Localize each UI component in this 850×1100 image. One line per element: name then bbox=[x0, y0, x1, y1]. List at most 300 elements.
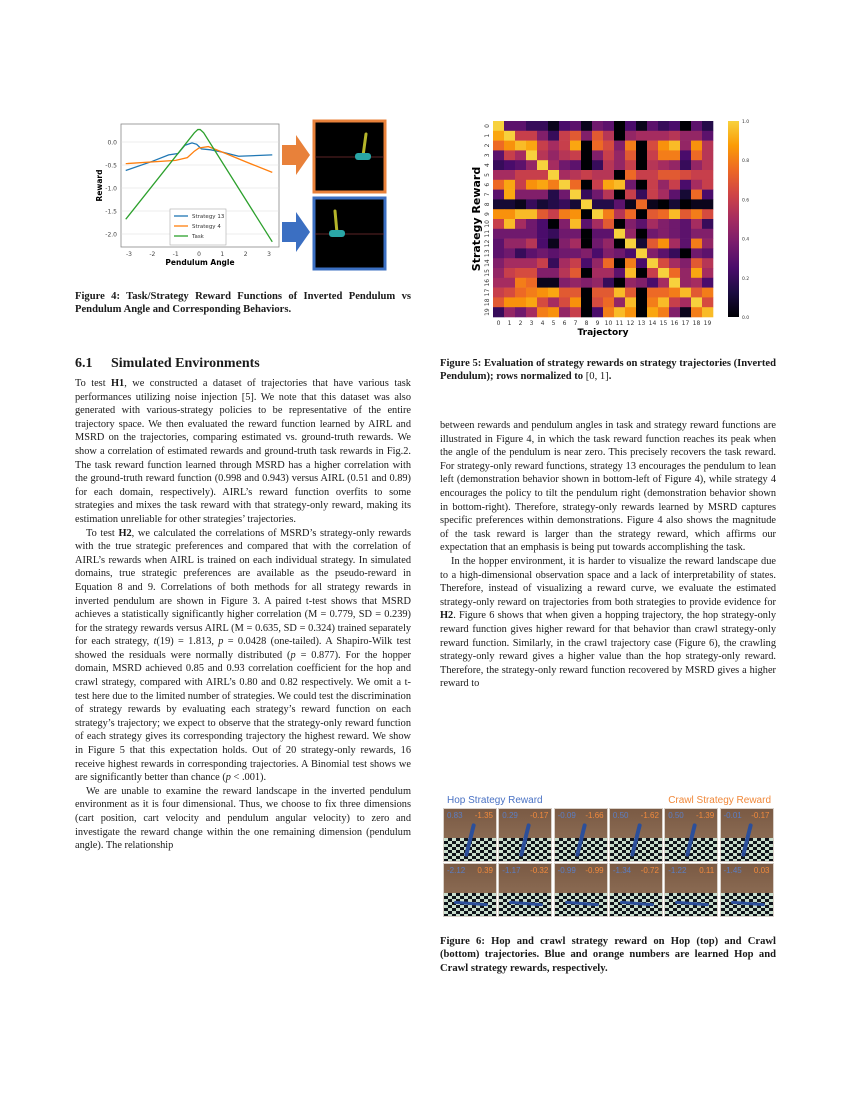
heatmap-cell bbox=[548, 209, 559, 219]
y-axis-label: Reward bbox=[95, 169, 104, 202]
heatmap-cell bbox=[691, 268, 702, 278]
heatmap-cell bbox=[515, 258, 526, 268]
heatmap-cell bbox=[647, 288, 658, 298]
heatmap-cell bbox=[504, 219, 515, 229]
heatmap-cell bbox=[603, 278, 614, 288]
x-tick-label: 14 bbox=[648, 320, 657, 327]
heatmap-cell bbox=[537, 150, 548, 160]
heatmap-cell bbox=[680, 209, 691, 219]
heatmap-cell bbox=[603, 160, 614, 170]
heatmap-cell bbox=[669, 180, 680, 190]
heatmap-cell bbox=[702, 190, 713, 200]
figure-4-caption: Figure 4: Task/Strategy Reward Functions of Inverted Pendulum vs Pendulum Angle and Corresponding Behaviors. bbox=[75, 291, 411, 316]
heatmap-cell bbox=[570, 131, 581, 141]
paragraph bbox=[75, 527, 411, 785]
heatmap-cell bbox=[537, 307, 548, 317]
hop-reward-value: 0.29 bbox=[502, 811, 518, 820]
heatmap-cell bbox=[614, 199, 625, 209]
legend-entry: Strategy 13 bbox=[192, 214, 225, 220]
heatmap-cell bbox=[691, 190, 702, 200]
heatmap-cell bbox=[592, 170, 603, 180]
heatmap-cell bbox=[493, 288, 504, 298]
paragraph bbox=[75, 785, 411, 853]
heatmap-cell bbox=[581, 258, 592, 268]
crawl-trajectory-frame bbox=[609, 863, 663, 917]
heatmap-cell bbox=[614, 141, 625, 151]
section-title: Simulated Environments bbox=[111, 356, 260, 371]
heatmap-cell bbox=[636, 219, 647, 229]
heatmap-cell bbox=[592, 288, 603, 298]
heatmap-cell bbox=[702, 160, 713, 170]
heatmap-cell bbox=[636, 131, 647, 141]
heatmap-cell bbox=[636, 229, 647, 239]
heatmap-cell bbox=[614, 278, 625, 288]
hop-reward-value: 0.50 bbox=[612, 811, 629, 820]
heatmap-cell bbox=[537, 180, 548, 190]
heatmap-cell bbox=[702, 141, 713, 151]
pole-icon bbox=[335, 211, 337, 233]
y-tick-label: 15 bbox=[484, 269, 491, 277]
heatmap-cell bbox=[515, 229, 526, 239]
hop-reward-value: -1.22 bbox=[668, 866, 687, 875]
heatmap-cell bbox=[625, 307, 636, 317]
heatmap-cell bbox=[691, 131, 702, 141]
heatmap-cell bbox=[680, 278, 691, 288]
x-tick-label: 3 bbox=[267, 251, 271, 258]
heatmap-cell bbox=[581, 141, 592, 151]
figure-4-chart bbox=[90, 110, 400, 280]
heatmap-cell bbox=[559, 268, 570, 278]
heatmap-cell bbox=[526, 141, 537, 151]
heatmap-cell bbox=[669, 229, 680, 239]
heatmap-cell bbox=[702, 121, 713, 131]
x-tick-label: -2 bbox=[149, 251, 156, 258]
heatmap-cell bbox=[581, 131, 592, 141]
heatmap-cell bbox=[570, 150, 581, 160]
heatmap-cell bbox=[702, 297, 713, 307]
heatmap-cell bbox=[592, 258, 603, 268]
heatmap-cell bbox=[691, 239, 702, 249]
heatmap-cell bbox=[625, 219, 636, 229]
heatmap-cell bbox=[658, 268, 669, 278]
heatmap-cell bbox=[592, 268, 603, 278]
crawl-reward-value: -1.39 bbox=[695, 811, 715, 820]
heatmap-cell bbox=[493, 268, 504, 278]
heatmap-cell bbox=[570, 248, 581, 258]
heatmap-cell bbox=[702, 131, 713, 141]
heatmap-cell bbox=[592, 141, 603, 151]
heatmap-cell bbox=[669, 268, 680, 278]
heatmap-cell bbox=[515, 190, 526, 200]
heatmap-cell bbox=[625, 297, 636, 307]
heatmap-cell bbox=[603, 307, 614, 317]
heatmap-cell bbox=[647, 141, 658, 151]
heatmap-cell bbox=[680, 199, 691, 209]
heatmap-cell bbox=[647, 307, 658, 317]
heatmap-cell bbox=[592, 150, 603, 160]
hop-strategy-reward-label: Hop Strategy Reward bbox=[447, 795, 543, 806]
heatmap-cell bbox=[614, 297, 625, 307]
heatmap-cell bbox=[493, 219, 504, 229]
heatmap-cell bbox=[625, 199, 636, 209]
heatmap-cell bbox=[515, 131, 526, 141]
heatmap-cell bbox=[504, 180, 515, 190]
heatmap-cell bbox=[504, 288, 515, 298]
heatmap-cell bbox=[658, 150, 669, 160]
heatmap-cell bbox=[658, 209, 669, 219]
heatmap-cell bbox=[669, 121, 680, 131]
text-run: = 0.0428 (one-tailed). A Shapiro-Wilk test showed the residuals were normally distributed ( bbox=[75, 636, 411, 661]
x-tick-label: 19 bbox=[703, 320, 712, 327]
heatmap-cell bbox=[537, 121, 548, 131]
heatmap-cell bbox=[669, 190, 680, 200]
heatmap-cell bbox=[526, 258, 537, 268]
heatmap-cell bbox=[680, 180, 691, 190]
heatmap-cell bbox=[647, 219, 658, 229]
x-tick-label: 11 bbox=[615, 320, 624, 327]
heatmap-cell bbox=[636, 141, 647, 151]
y-tick-label: 17 bbox=[484, 288, 491, 297]
heatmap-cell bbox=[559, 209, 570, 219]
y-tick-label: -0.5 bbox=[105, 162, 117, 170]
heatmap-cell bbox=[515, 150, 526, 160]
heatmap-cell bbox=[647, 190, 658, 200]
heatmap-cell bbox=[636, 288, 647, 298]
heatmap-cell bbox=[625, 278, 636, 288]
heatmap-cell bbox=[570, 190, 581, 200]
hop-reward-value: 0.83 bbox=[447, 811, 463, 820]
heatmap-cell bbox=[614, 248, 625, 258]
heatmap-cell bbox=[614, 219, 625, 229]
heatmap-cell bbox=[702, 199, 713, 209]
heatmap-cell bbox=[691, 170, 702, 180]
heatmap-cell bbox=[603, 297, 614, 307]
heatmap-cell bbox=[691, 278, 702, 288]
heatmap-cell bbox=[603, 209, 614, 219]
heatmap-cell bbox=[548, 150, 559, 160]
heatmap-cell bbox=[647, 258, 658, 268]
heatmap-cell bbox=[515, 239, 526, 249]
crawl-trajectory-frame bbox=[554, 863, 608, 917]
heatmap-cell bbox=[603, 131, 614, 141]
heatmap-cell bbox=[548, 199, 559, 209]
heatmap-cell bbox=[581, 248, 592, 258]
heatmap-cell bbox=[526, 278, 537, 288]
y-tick-label: 12 bbox=[484, 239, 491, 248]
heatmap-cell bbox=[548, 190, 559, 200]
heatmap-cell bbox=[592, 180, 603, 190]
heatmap-cell bbox=[559, 258, 570, 268]
heatmap-cell bbox=[537, 297, 548, 307]
heatmap-cell bbox=[537, 160, 548, 170]
heatmap-cell bbox=[702, 219, 713, 229]
text-run: , we calculated the correlations of MSRD’s strategy-only rewards with the true strategic preferences and compared that with the correlation of AIRL’s rewards when AIRL is trained on each individual strategy. In simulated domains, true strategic preferences are available as the pseudo-reward in Equation 8 and 9. Correlations of both methods for all strategy rewards in inverted pendulum are shown in Figure 3. A paired t-test shows that MSRD achieves a statistically significantly higher correlation (M = 0.779, SD = 0.239) for the strategy rewards versus AIRL (M = 0.635, SD = 0.324) trained separately for each strategy, bbox=[75, 527, 411, 648]
heatmap-cell bbox=[504, 239, 515, 249]
heatmap-cell bbox=[570, 307, 581, 317]
x-tick-label: 0 bbox=[496, 320, 501, 327]
y-tick-label: 6 bbox=[484, 182, 491, 187]
heatmap-cell bbox=[559, 219, 570, 229]
heatmap-cell bbox=[702, 288, 713, 298]
heatmap-cell bbox=[504, 170, 515, 180]
heatmap-cell bbox=[636, 121, 647, 131]
heatmap-cell bbox=[559, 307, 570, 317]
y-tick-label: 0.0 bbox=[107, 139, 117, 147]
text-run: . Figure 6 shows that when given a hopping trajectory, the hop strategy-only reward function gives higher reward for that behavior than crawl strategy-only reward function. Similarly, in the crawl trajectory case (Figure 6), the crawling strategy-only reward gives a higher value than the hop strategy-only reward. Therefore, the strategy-only reward function recovered by MSRD gives a higher reward to bbox=[440, 610, 776, 690]
heatmap-cell bbox=[515, 297, 526, 307]
heatmap-cell bbox=[691, 121, 702, 131]
heatmap-cell bbox=[614, 307, 625, 317]
text-run: In the hopper environment, it is harder to visualize the reward landscape due to a high-dimensional observation space and a lack of interpretability of states. Therefore, instead of visualizing a reward curve, we evaluate the estimated strategy-only reward on trajectories from both strategies to provide evidence for bbox=[440, 555, 776, 608]
x-tick-label: 18 bbox=[692, 320, 701, 327]
legend-entry: Strategy 4 bbox=[192, 224, 221, 230]
x-tick-label: 12 bbox=[626, 320, 635, 327]
heatmap-cell bbox=[526, 219, 537, 229]
figure-6-image-grid bbox=[443, 808, 775, 918]
x-tick-label: 2 bbox=[518, 320, 523, 327]
heatmap-cell bbox=[658, 121, 669, 131]
heatmap-cell bbox=[702, 258, 713, 268]
heatmap-cell bbox=[570, 170, 581, 180]
x-tick-label: 1 bbox=[507, 320, 512, 327]
heatmap-cell bbox=[603, 199, 614, 209]
x-tick-label: 5 bbox=[551, 320, 556, 327]
heatmap-cell bbox=[636, 239, 647, 249]
heatmap-cell bbox=[537, 258, 548, 268]
crawl-reward-value: -0.17 bbox=[530, 811, 549, 820]
heatmap-cell bbox=[581, 278, 592, 288]
heatmap-cell bbox=[504, 141, 515, 151]
heatmap-cell bbox=[691, 160, 702, 170]
colorbar-tick-label: 0.0 bbox=[742, 316, 750, 321]
hop-trajectory-frame bbox=[498, 808, 552, 862]
heatmap-cell bbox=[526, 180, 537, 190]
heatmap-cell bbox=[691, 209, 702, 219]
x-tick-label: 0 bbox=[197, 251, 201, 258]
heatmap-cell bbox=[603, 170, 614, 180]
heatmap-cell bbox=[625, 141, 636, 151]
heatmap-cell bbox=[493, 199, 504, 209]
heatmap-cell bbox=[614, 268, 625, 278]
crawl-trajectory-frame bbox=[498, 863, 552, 917]
heatmap-cell bbox=[702, 268, 713, 278]
cart-icon bbox=[355, 153, 371, 160]
heatmap-cell bbox=[493, 160, 504, 170]
heatmap-cell bbox=[581, 239, 592, 249]
heatmap-cell bbox=[559, 180, 570, 190]
italic-text: p bbox=[290, 649, 296, 661]
heatmap-cell bbox=[504, 199, 515, 209]
heatmap-cell bbox=[504, 160, 515, 170]
crawl-reward-value: 0.03 bbox=[753, 866, 770, 875]
heatmap-cell bbox=[691, 150, 702, 160]
heatmap-cell bbox=[592, 209, 603, 219]
crawl-reward-value: -1.66 bbox=[585, 811, 604, 820]
hop-trajectory-frame bbox=[664, 808, 718, 862]
heatmap-cell bbox=[691, 180, 702, 190]
heatmap-cell bbox=[570, 180, 581, 190]
heatmap-cell bbox=[559, 229, 570, 239]
heatmap-cell bbox=[658, 131, 669, 141]
heatmap-cell bbox=[658, 199, 669, 209]
heatmap-cell bbox=[614, 209, 625, 219]
heatmap-cell bbox=[603, 268, 614, 278]
heatmap-cell bbox=[548, 141, 559, 151]
x-tick-label: -3 bbox=[126, 251, 132, 258]
heatmap-cell bbox=[658, 239, 669, 249]
colorbar-tick-label: 0.8 bbox=[742, 159, 750, 165]
crawl-reward-value: 0.11 bbox=[699, 866, 715, 875]
text-run: We are unable to examine the reward landscape in the inverted pendulum environment as it is four dimensional. Thus, we choose to fix three dimensions (cart position, cart velocity and pendulum angular velocity) to zero and investigate the reward change within the one remaining dimension (pendulum angle). The relationship bbox=[75, 785, 411, 852]
heatmap-cell bbox=[658, 297, 669, 307]
heatmap-cell bbox=[493, 239, 504, 249]
y-tick-label: 10 bbox=[484, 220, 491, 228]
heatmap-cell bbox=[680, 121, 691, 131]
heatmap-cell bbox=[526, 248, 537, 258]
heatmap-cell bbox=[559, 121, 570, 131]
heatmap-cell bbox=[493, 170, 504, 180]
heatmap-cell bbox=[537, 229, 548, 239]
heatmap-cell bbox=[548, 170, 559, 180]
x-tick-label: 7 bbox=[573, 320, 578, 327]
crawl-trajectory-frame bbox=[443, 863, 497, 917]
heatmap-cell bbox=[636, 170, 647, 180]
heatmap-cell bbox=[537, 131, 548, 141]
heatmap-cell bbox=[614, 170, 625, 180]
heatmap-cell bbox=[515, 199, 526, 209]
heatmap-cell bbox=[570, 219, 581, 229]
heatmap-cell bbox=[526, 121, 537, 131]
heatmap-cell bbox=[658, 219, 669, 229]
heatmap-cell bbox=[504, 150, 515, 160]
heatmap-cell bbox=[669, 278, 680, 288]
x-tick-label: 16 bbox=[670, 320, 679, 327]
heatmap-cell bbox=[592, 307, 603, 317]
heatmap-cell bbox=[669, 258, 680, 268]
figure-5-heatmap bbox=[460, 110, 770, 345]
heatmap-cell bbox=[493, 150, 504, 160]
heatmap-cell bbox=[680, 307, 691, 317]
heatmap-cell bbox=[680, 288, 691, 298]
heatmap-cell bbox=[669, 199, 680, 209]
heatmap-cell bbox=[581, 121, 592, 131]
hop-reward-value: -0.01 bbox=[723, 811, 742, 820]
heatmap-cell bbox=[537, 209, 548, 219]
heatmap-cell bbox=[647, 199, 658, 209]
heatmap-cell bbox=[658, 288, 669, 298]
heatmap-cell bbox=[493, 278, 504, 288]
heatmap-cell bbox=[625, 239, 636, 249]
heatmap-cell bbox=[559, 190, 570, 200]
heatmap-cell bbox=[625, 180, 636, 190]
heatmap-cell bbox=[614, 160, 625, 170]
heatmap-cell bbox=[493, 131, 504, 141]
heatmap-cell bbox=[570, 121, 581, 131]
heatmap-cell bbox=[625, 150, 636, 160]
heatmap-cell bbox=[581, 219, 592, 229]
heatmap-cell bbox=[647, 170, 658, 180]
x-tick-label: 15 bbox=[659, 320, 668, 327]
heatmap-cell bbox=[625, 288, 636, 298]
heatmap-cell bbox=[504, 278, 515, 288]
colorbar-tick-label: 0.6 bbox=[742, 198, 750, 204]
y-tick-label: 1 bbox=[484, 133, 491, 138]
heatmap-cell bbox=[647, 150, 658, 160]
text-run: < .001). bbox=[230, 772, 267, 784]
heatmap-cell bbox=[669, 160, 680, 170]
heatmap-cell bbox=[680, 219, 691, 229]
heatmap-cell bbox=[570, 288, 581, 298]
heatmap-cell bbox=[504, 229, 515, 239]
heatmap-cell bbox=[581, 170, 592, 180]
heatmap-cell bbox=[526, 170, 537, 180]
heatmap-cell bbox=[559, 160, 570, 170]
crawl-reward-value: -1.62 bbox=[640, 811, 659, 820]
heatmap-cell bbox=[647, 239, 658, 249]
heatmap-cell bbox=[581, 209, 592, 219]
x-tick-label: 17 bbox=[681, 320, 690, 327]
paragraph bbox=[440, 419, 776, 555]
x-axis-label: Pendulum Angle bbox=[165, 258, 235, 267]
bold-text: H1 bbox=[111, 378, 125, 389]
heatmap-cell bbox=[570, 160, 581, 170]
heatmap-cell bbox=[515, 288, 526, 298]
heatmap-cell bbox=[625, 258, 636, 268]
heatmap-cell bbox=[603, 258, 614, 268]
heatmap-cell bbox=[625, 229, 636, 239]
heatmap-cell bbox=[680, 150, 691, 160]
hop-reward-value: -2.12 bbox=[447, 866, 466, 875]
heatmap-cell bbox=[493, 209, 504, 219]
text-run: , we constructed a dataset of trajectories that have various task performances utilizing noise injection [5]. We note that this dataset was also generated with various-strategy policies to be representative of the entire trajectory space. We then evaluated the reward function learned by AIRL and MSRD on the trajectories, comparing estimated vs. ground-truth rewards. We show a correlation of estimated rewards and ground-truth task rewards in Fig.2. The task reward function learned through MSRD has a higher correlation with the ground-truth reward function (0.998 and 0.943) versus AIRL (0.51 and 0.89) for each domain, respectively). AIRL’s reward function overfits to some strategies and mixes the task reward with that strategy-only reward, making its estimation unreliable for other strategies’ trajectories. bbox=[75, 378, 411, 525]
heatmap-cell bbox=[691, 229, 702, 239]
heatmap-cell bbox=[548, 297, 559, 307]
heatmap-cell bbox=[570, 141, 581, 151]
heatmap-cell bbox=[669, 209, 680, 219]
heatmap-cell bbox=[581, 190, 592, 200]
heatmap-cell bbox=[669, 248, 680, 258]
y-tick-label: -1.0 bbox=[105, 185, 117, 193]
heatmap-cell bbox=[515, 209, 526, 219]
italic-text: p bbox=[225, 772, 231, 784]
heatmap-cell bbox=[680, 229, 691, 239]
heatmap-cell bbox=[570, 258, 581, 268]
heatmap-cell bbox=[702, 180, 713, 190]
heatmap-cell bbox=[592, 278, 603, 288]
hop-reward-value: -1.17 bbox=[502, 866, 521, 875]
heatmap-cell bbox=[504, 268, 515, 278]
heatmap-cell bbox=[537, 219, 548, 229]
heatmap-cell bbox=[515, 160, 526, 170]
heatmap-cell bbox=[504, 131, 515, 141]
heatmap-cell bbox=[647, 131, 658, 141]
heatmap-cell bbox=[614, 229, 625, 239]
heatmap-cell bbox=[669, 239, 680, 249]
heatmap-cell bbox=[669, 141, 680, 151]
crawl-trajectory-frame bbox=[720, 863, 774, 917]
heatmap-cell bbox=[680, 297, 691, 307]
heatmap-cell bbox=[592, 160, 603, 170]
crawl-reward-value: -1.35 bbox=[474, 811, 493, 820]
heatmap-cell bbox=[504, 307, 515, 317]
heatmap-cell bbox=[592, 190, 603, 200]
heatmap-cell bbox=[614, 180, 625, 190]
heatmap-cell bbox=[625, 170, 636, 180]
heatmap-cell bbox=[515, 307, 526, 317]
x-tick-label: 3 bbox=[529, 320, 534, 327]
heatmap-cell bbox=[647, 268, 658, 278]
colorbar-tick-label: 1.0 bbox=[742, 120, 750, 125]
